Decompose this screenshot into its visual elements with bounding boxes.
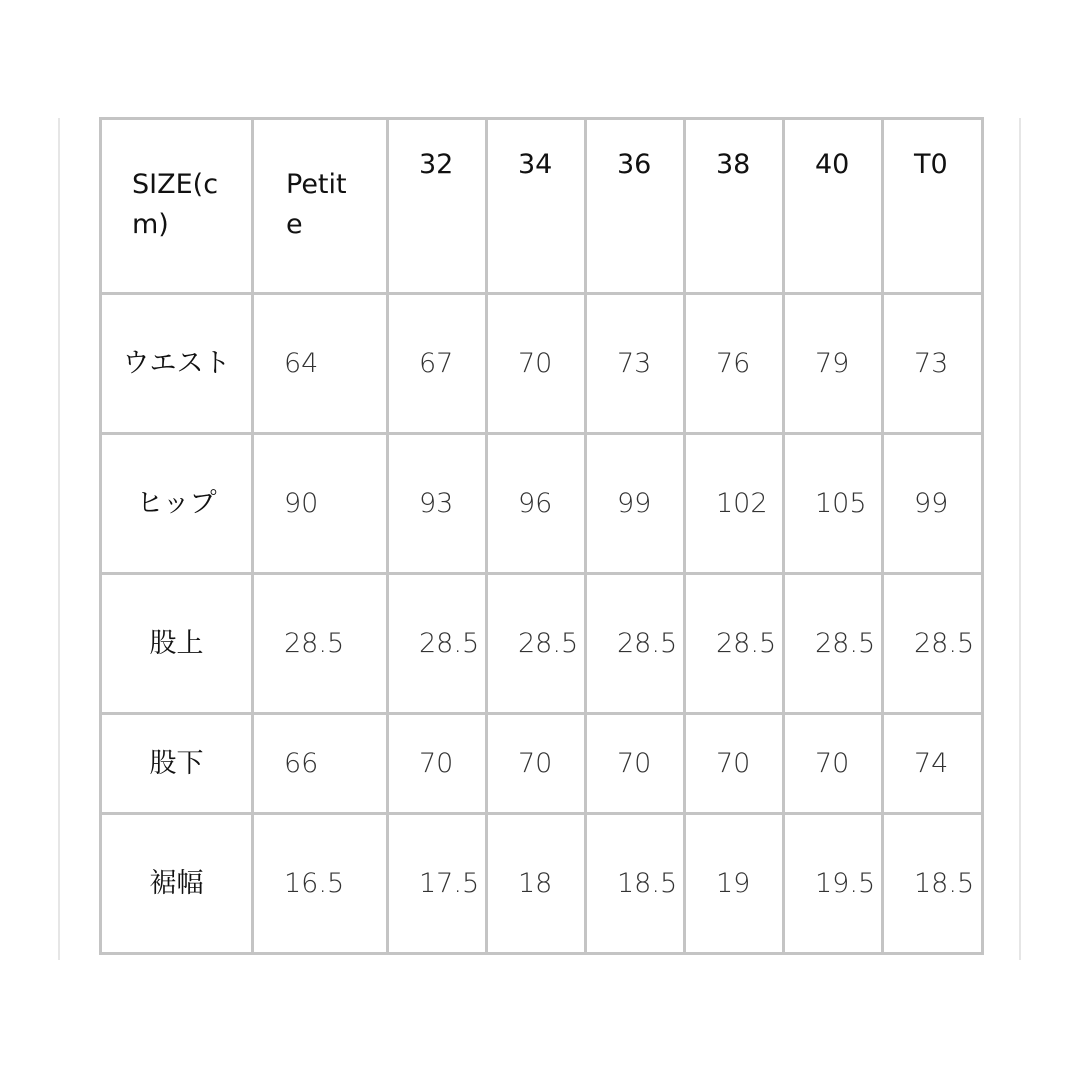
header-cell-36: 36: [586, 119, 685, 294]
table-cell: 70: [586, 714, 685, 814]
table-cell: 73: [586, 294, 685, 434]
table-row-hip: [101, 434, 983, 574]
table-cell: 28.5: [685, 574, 784, 714]
table-cell: 105: [784, 434, 883, 574]
header-cell-34: 34: [487, 119, 586, 294]
table-cell: 67: [388, 294, 487, 434]
table-cell: 76: [685, 294, 784, 434]
table-cell: 70: [487, 714, 586, 814]
table-cell: 99: [586, 434, 685, 574]
table-cell: 73: [883, 294, 983, 434]
table-cell: 70: [685, 714, 784, 814]
table-cell: 102: [685, 434, 784, 574]
table-cell: 16.5: [253, 814, 388, 954]
table-cell: 28.5: [388, 574, 487, 714]
table-row-inseam: [101, 714, 983, 814]
right-frame-line: [1019, 118, 1021, 960]
row-label-hip: ヒップ: [101, 434, 253, 574]
table-cell: 19.5: [784, 814, 883, 954]
table-cell: 70: [487, 294, 586, 434]
header-cell-38: 38: [685, 119, 784, 294]
header-cell-40: 40: [784, 119, 883, 294]
table-cell: 18.5: [586, 814, 685, 954]
table-cell: 66: [253, 714, 388, 814]
table-cell: 90: [253, 434, 388, 574]
table-cell: 28.5: [586, 574, 685, 714]
table-cell: 74: [883, 714, 983, 814]
row-label-hem-width: 裾幅: [101, 814, 253, 954]
table-cell: 19: [685, 814, 784, 954]
table-cell: 28.5: [487, 574, 586, 714]
table-row-waist: [101, 294, 983, 434]
row-label-waist: ウエスト: [101, 294, 253, 434]
table-cell: 64: [253, 294, 388, 434]
table-cell: 93: [388, 434, 487, 574]
table-cell: 18.5: [883, 814, 983, 954]
table-cell: 28.5: [883, 574, 983, 714]
table-cell: 99: [883, 434, 983, 574]
header-cell-petite: Petite: [253, 119, 388, 294]
header-row: [101, 119, 983, 294]
table-cell: 18: [487, 814, 586, 954]
table-row-rise: [101, 574, 983, 714]
size-chart-table: [99, 117, 984, 955]
header-cell-32: 32: [388, 119, 487, 294]
table-cell: 28.5: [253, 574, 388, 714]
table-cell: 70: [784, 714, 883, 814]
header-cell-t0: T0: [883, 119, 983, 294]
left-frame-line: [58, 118, 60, 960]
table-cell: 96: [487, 434, 586, 574]
table-cell: 79: [784, 294, 883, 434]
table-row-hem-width: [101, 814, 983, 954]
header-cell-size: SIZE(cm): [101, 119, 253, 294]
row-label-inseam: 股下: [101, 714, 253, 814]
row-label-rise: 股上: [101, 574, 253, 714]
table-cell: 28.5: [784, 574, 883, 714]
table-cell: 17.5: [388, 814, 487, 954]
table-cell: 70: [388, 714, 487, 814]
